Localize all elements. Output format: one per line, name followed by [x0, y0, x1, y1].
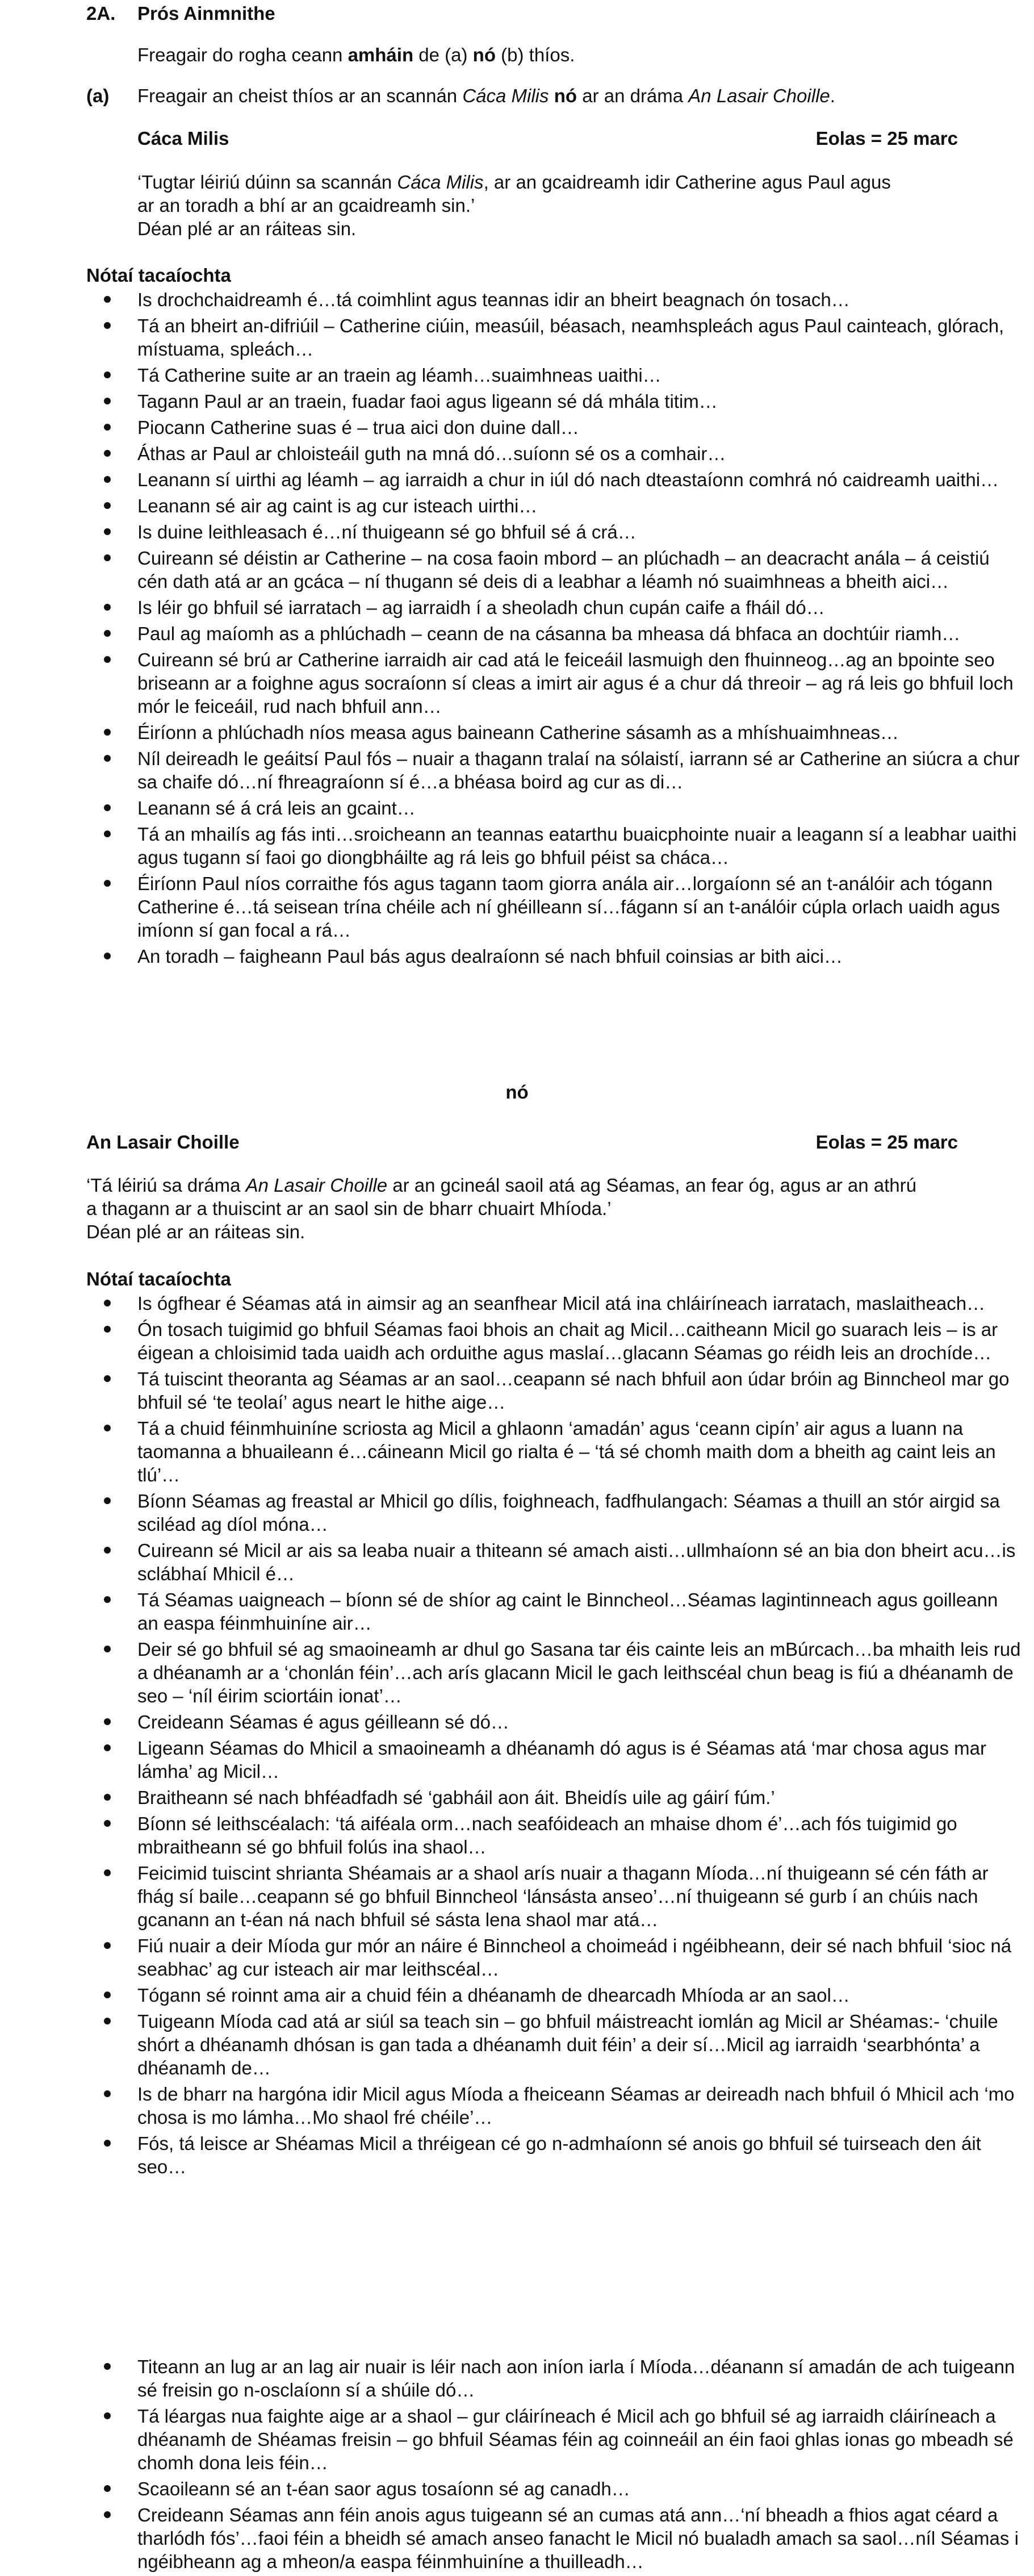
note-item: Piocann Catherine suas é – trua aici don duine dall…	[137, 416, 1023, 439]
note-item: Leanann sí uirthi ag léamh – ag iarraidh a chur in iúl dó nach dteastaíonn comhrá nó caidreamh uaithi…	[137, 468, 1023, 491]
section-number: 2A.	[86, 3, 116, 24]
note-item: Níl deireadh le geáitsí Paul fós – nuair a thagann tralaí na sólaistí, iarrann sé ar Catherine an siúcra a chur sa chaife dó…ní fhreagraíonn sí é…a bhéasa boird ag cur as di…	[137, 747, 1023, 794]
film-notes-heading: Nótaí tacaíochta	[86, 265, 231, 286]
note-item: Leanann sé á crá leis an gcaint…	[137, 796, 1023, 820]
note-item: Tuigeann Míoda cad atá ar siúl sa teach sin – go bhfuil máistreacht iomlán ag Micil ar Shéamas:- ‘chuile shórt a dhéanamh dhósan is gan tada a dhéanamh duit féin’ a deir sí…Micil ag iarraidh ‘searbhónta’ a dhéanamh de…	[137, 2010, 1023, 2080]
note-item: Tá an mhailís ag fás inti…sroicheann an teannas eatarthu buaicphointe nuair a leagann sí a leabhar uaithi agus tugann sí faoi go diongbháilte ag rá leis go bhfuil péist sa cháca…	[137, 823, 1023, 869]
note-item: Tá an bheirt an-difriúil – Catherine ciúin, measúil, béasach, neamhspleách agus Paul cainteach, glórach, místuama, spleách…	[137, 314, 1023, 361]
note-item: Ón tosach tuigimid go bhfuil Séamas faoi bhois an chait ag Micil…caitheann Micil go suarach leis – is ar éigean a chloisimid tada uaidh ach orduithe agus maslaí…glacann Séamas go réidh leis an drochíde…	[137, 1318, 1023, 1364]
note-item: Scaoileann sé an t-éan saor agus tosaíonn sé ag canadh…	[137, 2477, 1023, 2500]
note-item: Feicimid tuiscint shrianta Shéamais ar a shaol arís nuair a thagann Míoda…ní thuigeann sé cén fáth ar fhág sí baile…ceapann sé go bhfuil Binncheol ‘lánsásta anseo’…ní thuigeann sé gurb í an chúis nach gcanann an t-éan ná nach bhfuil sé sásta lena shaol mar atá…	[137, 1861, 1023, 1931]
note-item: Is léir go bhfuil sé iarratach – ag iarraidh í a sheoladh chun cupán caife a fháil dó…	[137, 596, 1023, 619]
note-item: Paul ag maíomh as a phlúchadh – ceann de na cásanna ba mheasa dá bhfaca an dochtúir riamh…	[137, 622, 1023, 645]
play-notes-heading: Nótaí tacaíochta	[86, 1268, 231, 1289]
play-marks: Eolas = 25 marc	[815, 1132, 958, 1153]
instruction: Freagair do rogha ceann amháin de (a) nó (b) thíos.	[137, 44, 575, 65]
note-item: Leanann sé air ag caint is ag cur isteach uirthi…	[137, 494, 1023, 517]
note-item: Creideann Séamas é agus géilleann sé dó…	[137, 1710, 1023, 1734]
note-item: Is ógfhear é Séamas atá in aimsir ag an seanfhear Micil atá ina chláiríneach iarratach, maslaitheach…	[137, 1292, 1023, 1315]
section-title: Prós Ainmnithe	[137, 3, 275, 24]
note-item: Tá Catherine suite ar an traein ag léamh…suaimhneas uaithi…	[137, 364, 1023, 387]
play-notes-list-continued	[86, 2355, 1023, 2576]
film-marks: Eolas = 25 marc	[815, 128, 958, 149]
note-item: Bíonn sé leithscéalach: ‘tá aiféala orm…nach seafóideach an mhaise dhom é’…ach fós tuigimid go mbraitheann sé go bhfuil folús ina shaol…	[137, 1812, 1023, 1859]
note-item: Deir sé go bhfuil sé ag smaoineamh ar dhul go Sasana tar éis cainte leis an mBúrcach…ba mhaith leis rud a dhéanamh ar a ‘chonlán féin’…ach arís glacann Micil le gach leithscéal chun beag is fiú a dhéanamh de seo – ‘níl éirim sciortáin ionat’…	[137, 1638, 1023, 1707]
note-item: Titeann an lug ar an lag air nuair is léir nach aon iníon iarla í Míoda…déanann sí amadán de ach tuigeann sé freisin go n-osclaíonn sí a shúile dó…	[137, 2355, 1023, 2402]
note-item: Tagann Paul ar an traein, fuadar faoi agus ligeann sé dá mhála titim…	[137, 390, 1023, 413]
note-item: Ligeann Séamas do Mhicil a smaoineamh a dhéanamh dó agus is é Séamas atá ‘mar chosa agus mar lámha’ ag Micil…	[137, 1736, 1023, 1783]
note-item: Éiríonn Paul níos corraithe fós agus tagann taom giorra anála air…lorgaíonn sé an t-análóir ach tógann Catherine é…tá seisean trína chéile ach ní ghéilleann sí…fágann sí an t-análóir cúpla orlach uaidh agus imíonn sí gan focal a rá…	[137, 872, 1023, 942]
note-item: Cuireann sé déistin ar Catherine – na cosa faoin mbord – an plúchadh – an deacracht anála – á ceistiú cén dath atá ar an gcáca – ní thugann sé deis di a leabhar a léamh nó suaimhneas a bheith aici…	[137, 546, 1023, 593]
play-title: An Lasair Choille	[86, 1132, 240, 1153]
note-item: Cuireann sé Micil ar ais sa leaba nuair a thiteann sé amach aisti…ullmhaíonn sé an bia don bheirt acu…is sclábhaí Mhicil é…	[137, 1539, 1023, 1585]
note-item: Cuireann sé brú ar Catherine iarraidh air cad atá le feiceáil lasmuigh den fhuinneog…ag an bpointe seo briseann ar a foighne agus socraíonn sí cleas a imirt air agus é a chur dá threoir – ag rá leis go bhfuil loch mór le feiceáil, rud nach bhfuil ann…	[137, 648, 1023, 718]
note-item: Braitheann sé nach bhféadfadh sé ‘gabháil aon áit. Bheidís uile ag gáirí fúm.’	[137, 1786, 1023, 1809]
part-label: (a)	[86, 85, 110, 106]
note-item: Tá léargas nua faighte aige ar a shaol – gur cláiríneach é Micil ach go bhfuil sé ag iarraidh cláiríneach a dhéanamh de Shéamas freisin – go bhfuil Séamas féin ag coinneáil an éin faoi ghlas ionas go mbeadh sé chomh dona leis féin…	[137, 2404, 1023, 2474]
note-item: Tá tuiscint theoranta ag Séamas ar an saol…ceapann sé nach bhfuil aon údar bróin ag Binncheol mar go bhfuil sé ‘te teolaí’ agus neart le hithe aige…	[137, 1367, 1023, 1414]
film-quote: ‘Tugtar léiriú dúinn sa scannán Cáca Milis, ar an gcaidreamh idir Catherine agus Paul agus ar an toradh a bhí ar an gcaidreamh sin.’ Déan plé ar an ráiteas sin.	[137, 172, 891, 239]
or-separator: nó	[505, 1082, 529, 1103]
note-item: Fiú nuair a deir Míoda gur mór an náire é Binncheol a choimeád i ngéibheann, deir sé nach bhfuil ‘sioc ná seabhac’ ag cur isteach air mar leithscéal…	[137, 1934, 1023, 1981]
note-item: Is drochchaidreamh é…tá coimhlint agus teannas idir an bheirt beagnach ón tosach…	[137, 288, 1023, 311]
note-item: Éiríonn a phlúchadh níos measa agus baineann Catherine sásamh as a mhíshuaimhneas…	[137, 721, 1023, 744]
note-item: Áthas ar Paul ar chloisteáil guth na mná dó…suíonn sé os a comhair…	[137, 442, 1023, 465]
note-item: An toradh – faigheann Paul bás agus dealraíonn sé nach bhfuil coinsias ar bith aici…	[137, 945, 1023, 968]
note-item: Fós, tá leisce ar Shéamas Micil a thréigean cé go n-admhaíonn sé anois go bhfuil sé tuirseach den áit seo…	[137, 2132, 1023, 2178]
note-item: Tógann sé roinnt ama air a chuid féin a dhéanamh de dhearcadh Mhíoda ar an saol…	[137, 1984, 1023, 2007]
note-item: Is duine leithleasach é…ní thuigeann sé go bhfuil sé á crá…	[137, 520, 1023, 544]
play-quote: ‘Tá léiriú sa dráma An Lasair Choille ar an gcineál saoil atá ag Séamas, an fear óg, agus ar an athrú a thagann ar a thuiscint ar an saol sin de bharr chuairt Mhíoda.’ Déan plé ar an ráiteas sin.	[86, 1175, 917, 1242]
film-notes-list	[86, 288, 1023, 971]
note-item: Is de bharr na hargóna idir Micil agus Míoda a fheiceann Séamas ar deireadh nach bhfuil ó Mhicil ach ‘mo chosa is mo lámha…Mo shaol fré chéile’…	[137, 2082, 1023, 2129]
film-title: Cáca Milis	[137, 128, 229, 149]
note-item: Tá Séamas uaigneach – bíonn sé de shíor ag caint le Binncheol…Séamas lagintinneach agus goilleann an easpa féinmhuiníne air…	[137, 1588, 1023, 1635]
note-item: Tá a chuid féinmhuiníne scriosta ag Micil a ghlaonn ‘amadán’ agus ‘ceann cipín’ air agus a luann na taomanna a bhuaileann é…cáineann Micil go rialta é – ‘tá sé chomh maith dom a bheith ag caint leis an tlú’…	[137, 1417, 1023, 1487]
note-item: Bíonn Séamas ag freastal ar Mhicil go dílis, foighneach, fadfhulangach: Séamas a thuill an stór airgid sa sciléad ag díol móna…	[137, 1489, 1023, 1536]
part-question: Freagair an cheist thíos ar an scannán Cáca Milis nó ar an dráma An Lasair Choille.	[137, 85, 835, 106]
play-notes-list	[86, 1292, 1023, 2181]
note-item: Creideann Séamas ann féin anois agus tuigeann sé an cumas atá ann…‘ní bheadh a fhios agat céard a tharlódh fós’…faoi féin a bheidh sé amach anseo fanacht le Micil nó bualadh amach sa saol…níl Séamas i ngéibheann ag a mheon/a easpa féinmhuiníne a thuilleadh…	[137, 2503, 1023, 2573]
